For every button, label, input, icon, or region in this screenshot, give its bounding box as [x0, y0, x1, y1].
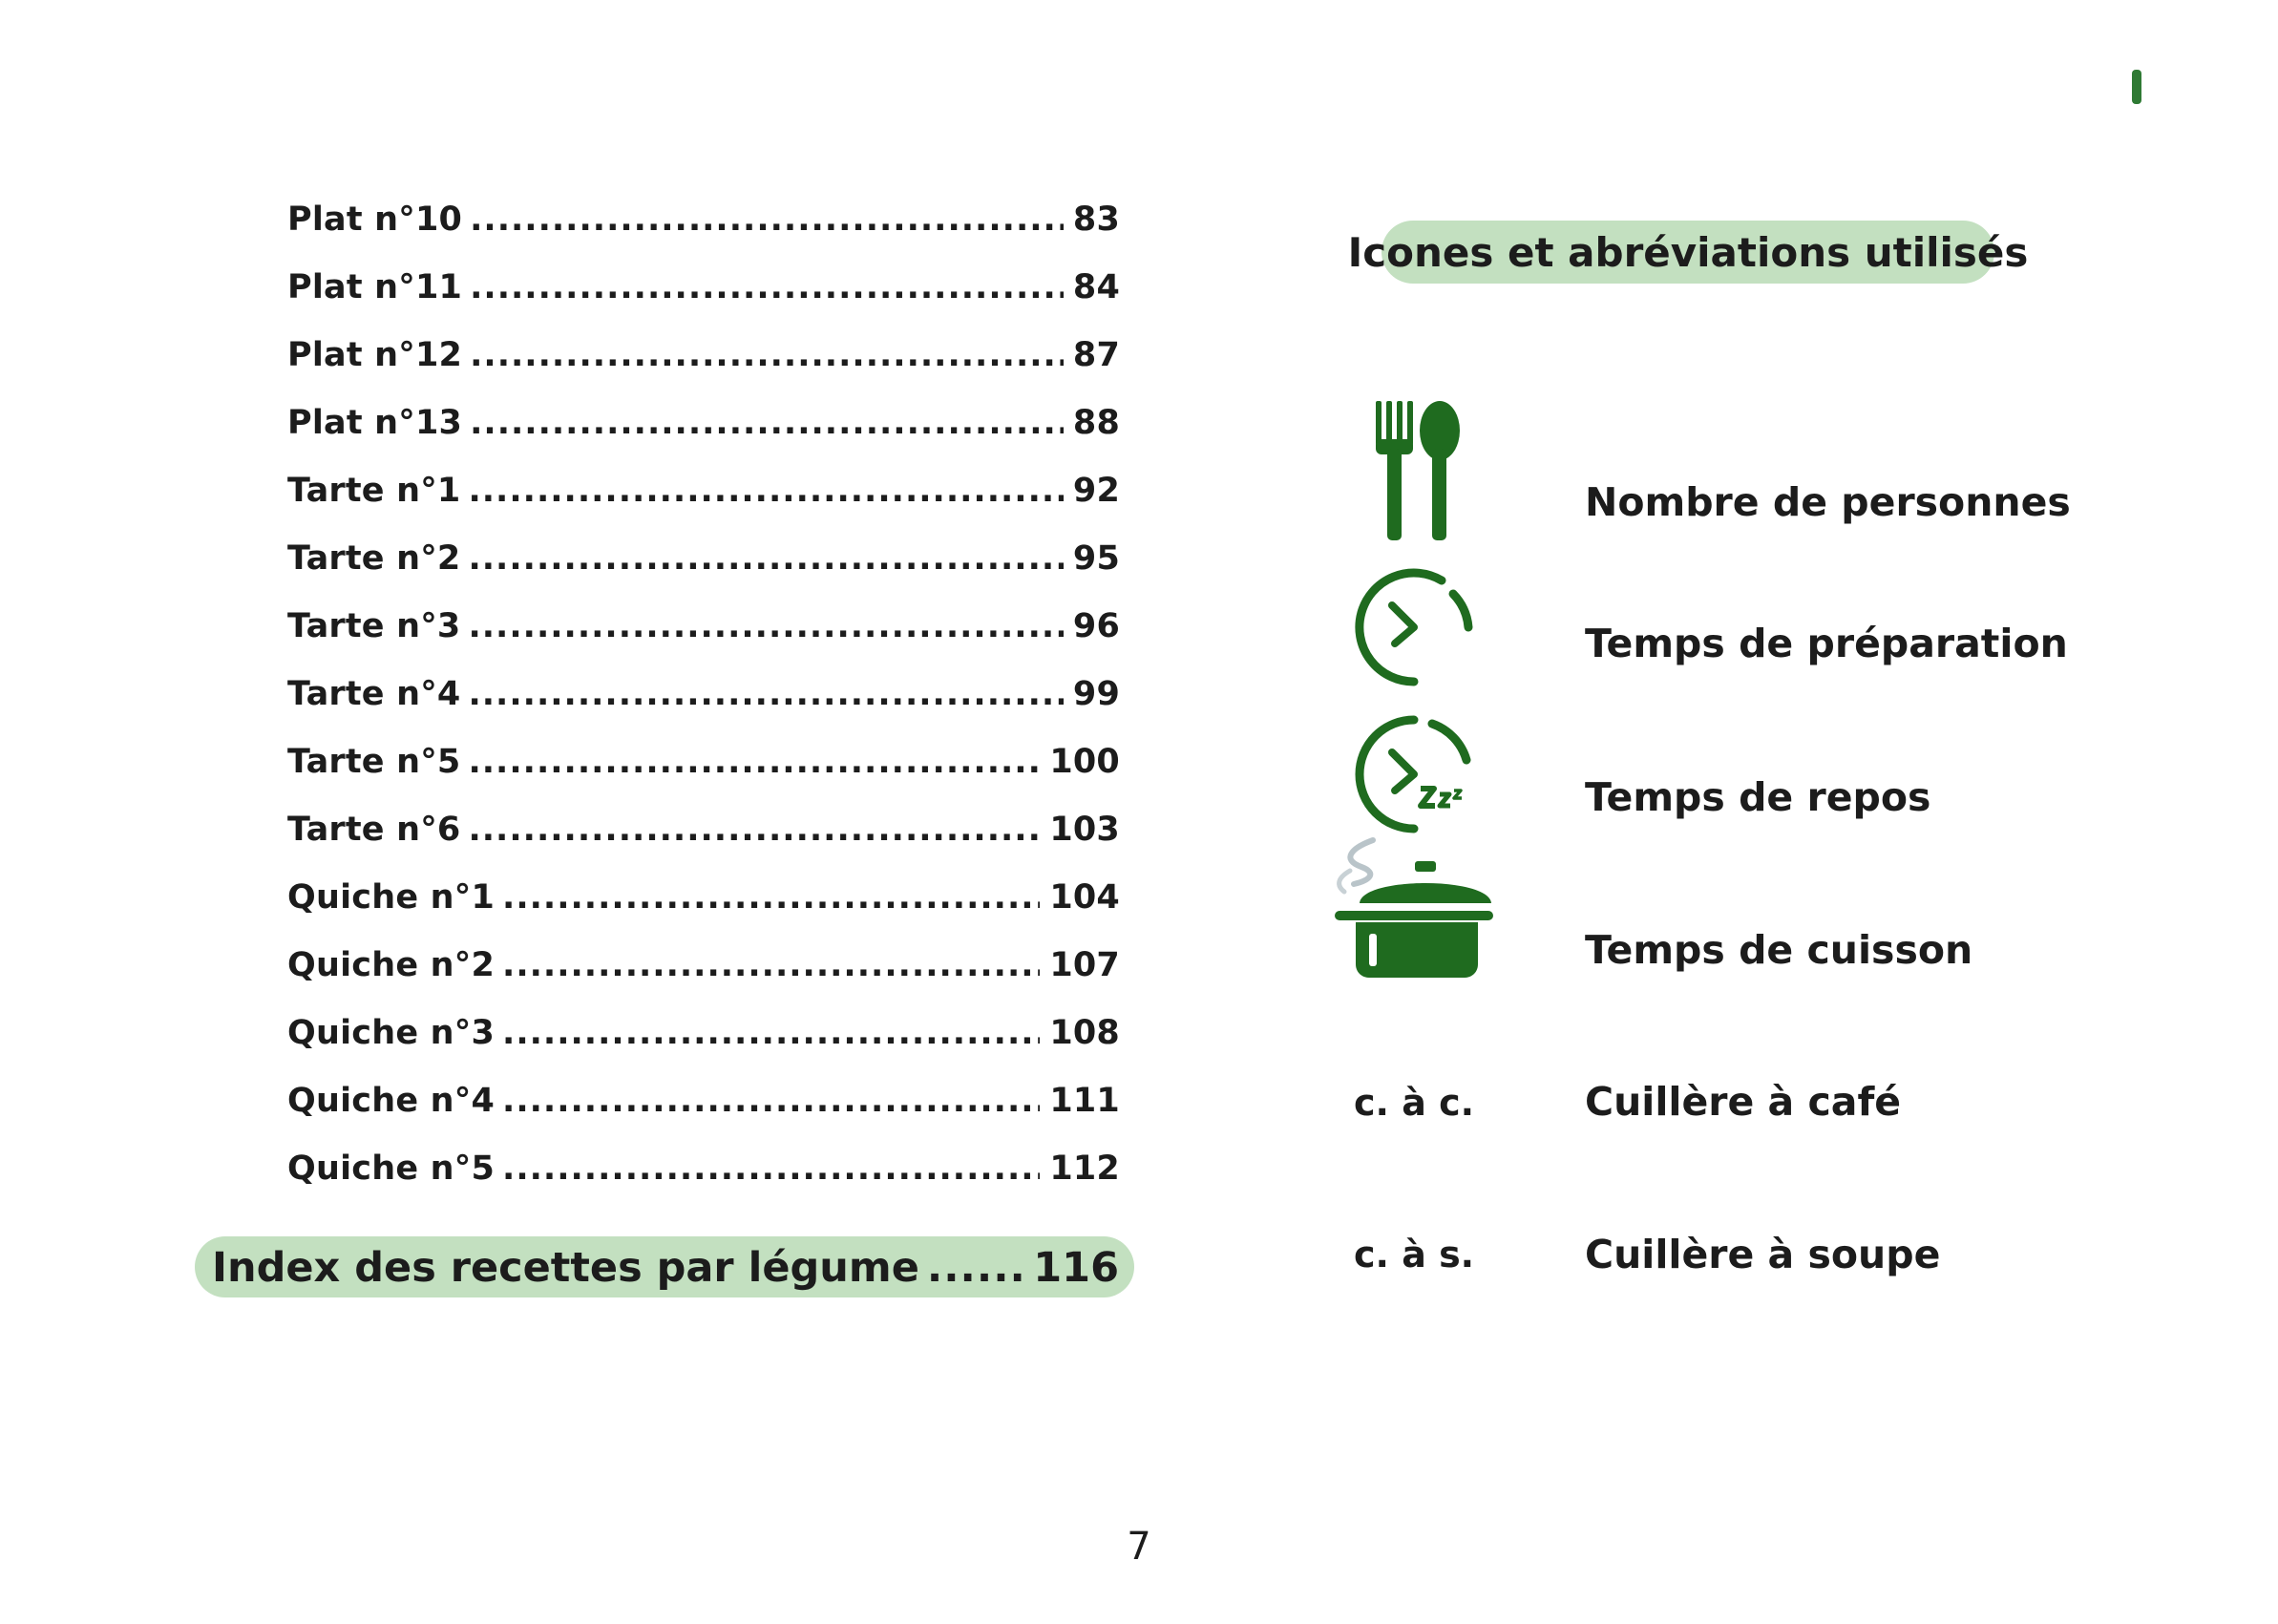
toc-index-entry[interactable] [212, 1239, 1119, 1297]
toc-entry[interactable] [287, 675, 1120, 743]
toc-entry-label: Plat n°11 [287, 268, 463, 306]
toc-entry[interactable] [287, 811, 1120, 878]
toc-entry-page: 99 [1072, 675, 1120, 713]
toc-entry-label: Tarte n°6 [287, 811, 461, 849]
dot-leader [927, 1244, 1023, 1292]
fork-spoon-icon [1375, 401, 1461, 540]
toc-entry[interactable] [287, 946, 1120, 1014]
legend-label-servings: Nombre de personnes [1585, 479, 2071, 525]
toc-entry-label: Plat n°13 [287, 404, 463, 442]
toc-entry-page: 104 [1049, 878, 1120, 917]
toc-entry-page: 100 [1049, 743, 1120, 781]
legend-title: Icones et abréviations utilisés [1382, 221, 1994, 284]
legend-abbr-tablespoon: c. à s. [1354, 1234, 1475, 1276]
toc-entry-label: Quiche n°2 [287, 946, 496, 984]
dot-leader [502, 878, 1040, 917]
dot-leader [468, 743, 1040, 781]
toc-entry-page: 108 [1049, 1014, 1120, 1052]
toc-entry[interactable] [287, 268, 1120, 336]
toc-entry-label: Tarte n°5 [287, 743, 461, 781]
dot-leader [470, 200, 1064, 239]
page-number: 7 [1127, 1525, 1151, 1569]
dot-leader [468, 607, 1063, 645]
toc-entry[interactable] [287, 404, 1120, 472]
dot-leader [468, 811, 1040, 849]
dot-leader [502, 946, 1040, 984]
cooking-pot-icon [1331, 834, 1495, 980]
toc-entry-page: 96 [1072, 607, 1120, 645]
dot-leader [502, 1014, 1040, 1052]
toc-entry-label: Tarte n°1 [287, 472, 461, 510]
dot-leader [502, 1149, 1040, 1188]
dot-leader [470, 404, 1064, 442]
toc-entry[interactable] [287, 878, 1120, 946]
dot-leader [470, 336, 1064, 374]
legend-label-cook-time: Temps de cuisson [1585, 927, 1973, 973]
toc-entry-page: 87 [1072, 336, 1120, 374]
dot-leader [468, 675, 1063, 713]
legend-label-teaspoon: Cuillère à café [1585, 1079, 1902, 1125]
toc-entry-page: 103 [1049, 811, 1120, 849]
toc-entry-page: 84 [1072, 268, 1120, 306]
clock-icon [1354, 567, 1474, 687]
corner-marker [2132, 70, 2141, 104]
toc-entry-label: Quiche n°1 [287, 878, 496, 917]
toc-entry[interactable] [287, 607, 1120, 675]
toc-entry-label: Quiche n°4 [287, 1082, 496, 1120]
table-of-contents [287, 200, 1120, 1217]
toc-entry-page: 95 [1072, 539, 1120, 578]
toc-entry[interactable] [287, 539, 1120, 607]
toc-entry[interactable] [287, 1149, 1120, 1217]
toc-entry-page: 107 [1049, 946, 1120, 984]
toc-entry-label: Tarte n°2 [287, 539, 461, 578]
legend-label-tablespoon: Cuillère à soupe [1585, 1232, 1941, 1277]
toc-entry[interactable] [287, 743, 1120, 811]
toc-entry-label: Plat n°10 [287, 200, 463, 239]
toc-entry[interactable] [287, 200, 1120, 268]
toc-entry-label: Quiche n°5 [287, 1149, 496, 1188]
toc-entry-page: 111 [1049, 1082, 1120, 1120]
clock-sleep-icon [1354, 714, 1474, 834]
dot-leader [468, 472, 1063, 510]
legend-abbr-teaspoon: c. à c. [1354, 1082, 1475, 1124]
legend-label-rest-time: Temps de repos [1585, 774, 1931, 820]
toc-entry-label: Tarte n°4 [287, 675, 461, 713]
toc-entry[interactable] [287, 1082, 1120, 1149]
dot-leader [470, 268, 1064, 306]
toc-entry[interactable] [287, 336, 1120, 404]
toc-entry-page: 92 [1072, 472, 1120, 510]
dot-leader [502, 1082, 1040, 1120]
toc-entry-page: 83 [1072, 200, 1120, 239]
dot-leader [468, 539, 1063, 578]
toc-entry[interactable] [287, 472, 1120, 539]
toc-index-page: 116 [1033, 1244, 1119, 1292]
toc-entry-label: Tarte n°3 [287, 607, 461, 645]
toc-entry-label: Plat n°12 [287, 336, 463, 374]
toc-entry-page: 112 [1049, 1149, 1120, 1188]
toc-index-label: Index des recettes par légume [212, 1244, 919, 1292]
toc-entry-label: Quiche n°3 [287, 1014, 496, 1052]
legend-label-prep-time: Temps de préparation [1585, 621, 2068, 666]
toc-entry-page: 88 [1072, 404, 1120, 442]
toc-entry[interactable] [287, 1014, 1120, 1082]
